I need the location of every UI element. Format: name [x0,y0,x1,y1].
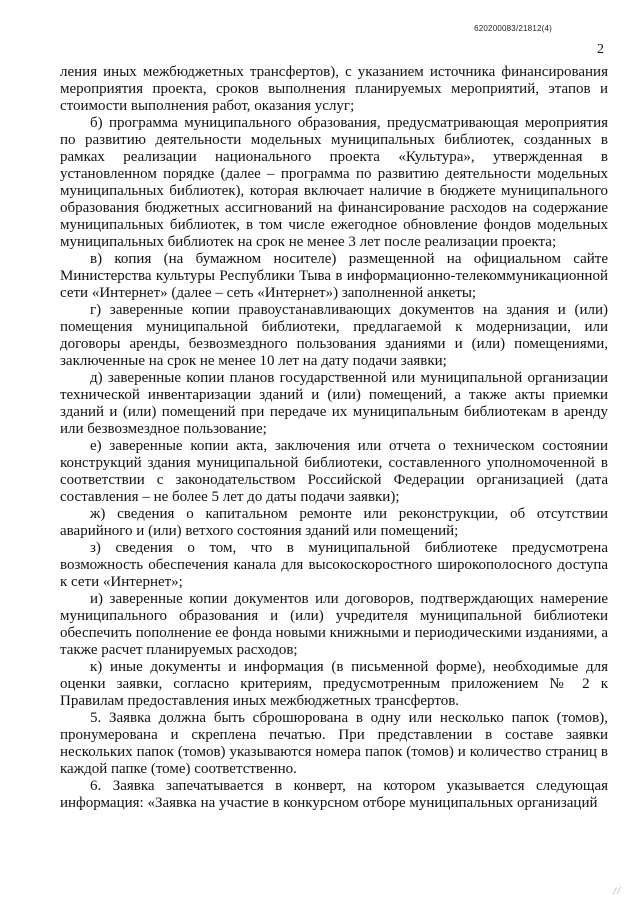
paragraph-item-v: в) копия (на бумажном носителе) размещенной на официальном сайте Министерства культуры Республики Тыва в информационно-телекоммуникационной сети «Интернет» (далее – сеть «Интернет») заполненной анкеты; [60,251,608,301]
paragraph-item-b: б) программа муниципального образования, предусматривающая мероприятия по развитию деятельности модельных муниципальных библиотек, созданных в рамках реализации национального проекта «Культура», утвержденная в установленном порядке (далее – программа по развитию деятельности модельных муниципальных библиотек), которая включает наличие в бюджете муниципального образования бюджетных ассигнований на финансирование расходов на содержание муниципальных библиотек, в том числе ежегодное обновление фондов модельных муниципальных библиотек на срок не менее 3 лет после реализации проекта; [60,115,608,250]
document-id: 620200083/21812(4) [474,24,552,33]
paragraph-item-z: з) сведения о том, что в муниципальной библиотеке предусмотрена возможность обеспечения канала для высокоскоростного широкополосного доступа к сети «Интернет»; [60,540,608,590]
paragraph-item-zh: ж) сведения о капитальном ремонте или реконструкции, об отсутствии аварийного и (или) ветхого состояния зданий или помещений; [60,506,608,539]
paragraph-clause-6: 6. Заявка запечатывается в конверт, на котором указывается следующая информация: «Заявка на участие в конкурсном отборе муниципальных организаций [60,778,608,811]
paragraph-clause-5: 5. Заявка должна быть сброшюрована в одну или несколько папок (томов), пронумерована и скреплена печатью. При представлении в составе заявки нескольких папок (томов) указываются номера папок (томов) и количество страниц в каждой папке (томе) соответственно. [60,710,608,777]
paragraph-item-d: д) заверенные копии планов государственной или муниципальной организации технической инвентаризации зданий и (или) помещений, а также акты приемки зданий и (или) помещений при передаче их муниципальным библиотекам в аренду или безвозмездное пользование; [60,370,608,437]
paragraph-continuation: ления иных межбюджетных трансфертов), с указанием источника финансирования мероприятия проекта, сроков выполнения планируемых мероприятий, этапов и стоимости выполнения работ, оказания услуг; [60,64,608,114]
scan-mark-icon: ⁄ ⁄ [613,885,621,898]
page-number: 2 [597,42,604,57]
paragraph-item-e: е) заверенные копии акта, заключения или отчета о техническом состоянии конструкций здания муниципальной библиотеки, составленного уполномоченной в соответствии с законодательством Российской Федерации организацией (дата составления – не более 5 лет до даты подачи заявки); [60,438,608,505]
paragraph-item-g: г) заверенные копии правоустанавливающих документов на здания и (или) помещения муниципальной библиотеки, предлагаемой к модернизации, или договоры аренды, безвозмездного пользования зданиями и (или) помещениями, заключенные на срок не менее 10 лет на дату подачи заявки; [60,302,608,369]
paragraph-item-i: и) заверенные копии документов или договоров, подтверждающих намерение муниципального образования и (или) учредителя муниципальной библиотеки обеспечить пополнение ее фонда новыми книжными и периодическими изданиями, а также расчет планируемых расходов; [60,591,608,658]
document-body [60,64,608,812]
paragraph-item-k: к) иные документы и информация (в письменной форме), необходимые для оценки заявки, согласно критериям, предусмотренным приложением № 2 к Правилам предоставления иных межбюджетных трансфертов. [60,659,608,709]
